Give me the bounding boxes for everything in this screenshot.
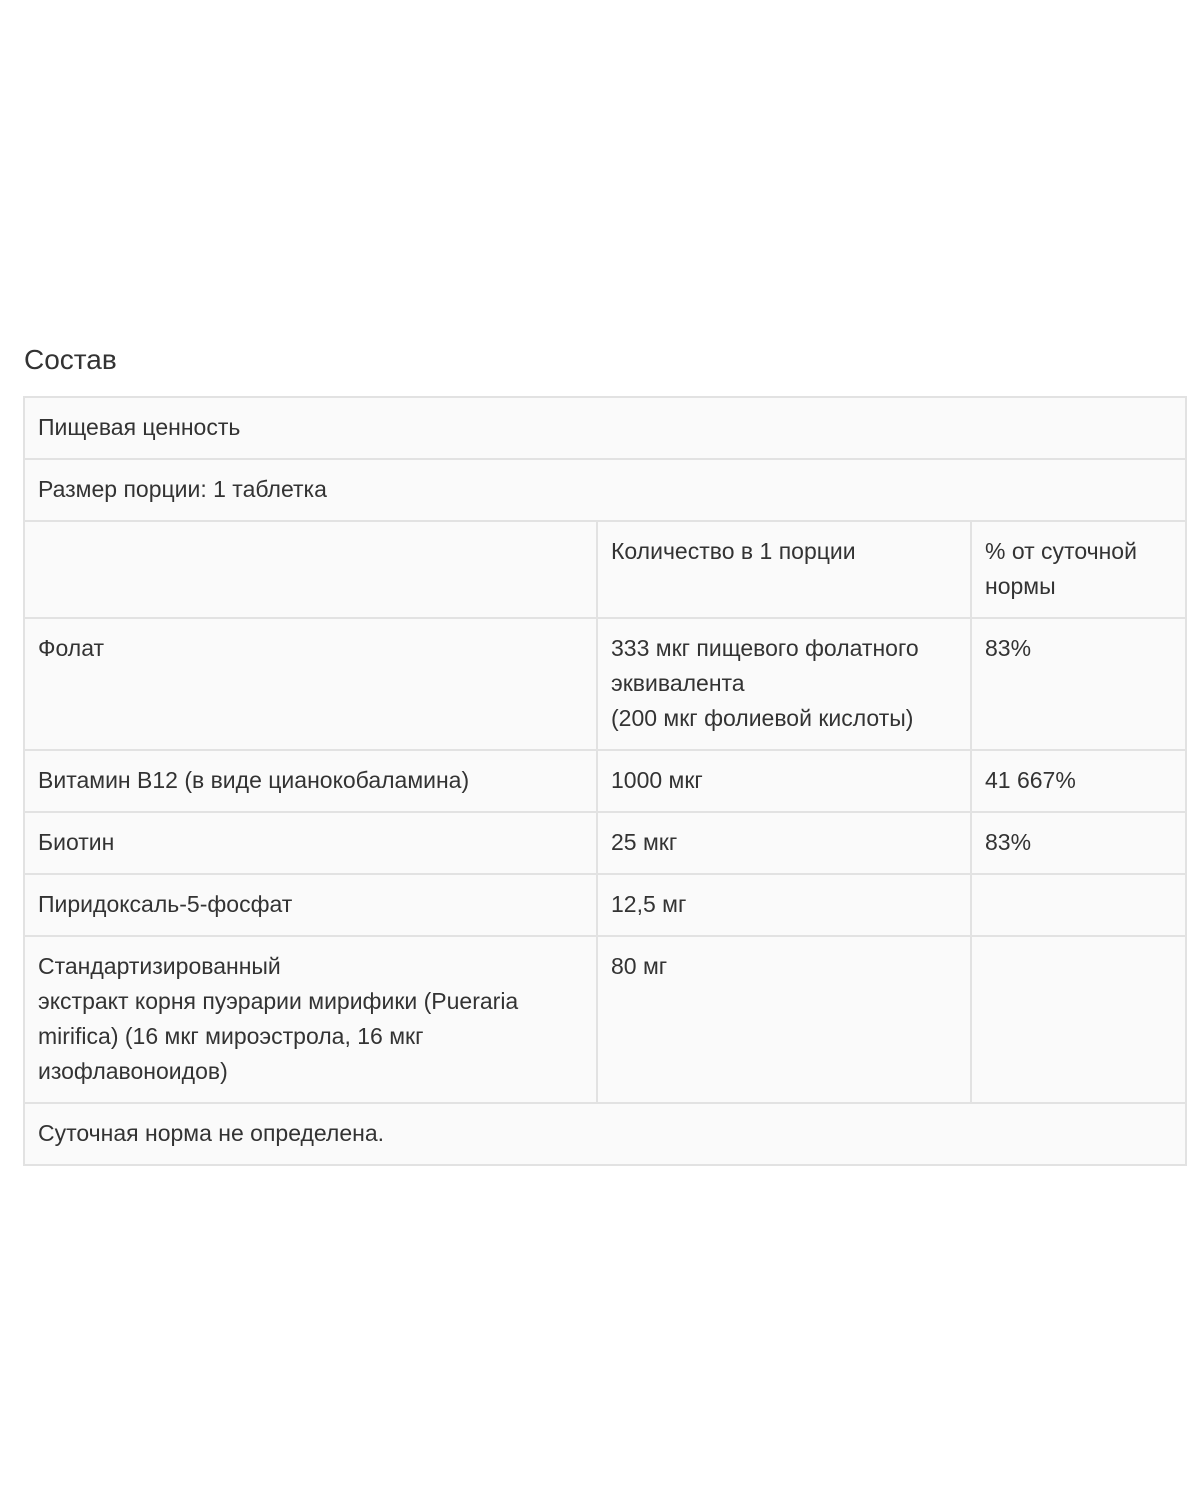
table-row (24, 812, 1186, 874)
serving-size: Размер порции: 1 таблетка (24, 459, 1186, 521)
composition-table (23, 396, 1187, 1166)
ingredient-daily-value: 83% (971, 812, 1186, 874)
ingredient-amount: 25 мкг (597, 812, 971, 874)
ingredient-daily-value: 83% (971, 618, 1186, 750)
ingredient-name: Биотин (24, 812, 597, 874)
nutrition-heading: Пищевая ценность (24, 397, 1186, 459)
ingredient-amount: 80 мг (597, 936, 971, 1103)
nutrition-heading-row (24, 397, 1186, 459)
footnote-row (24, 1103, 1186, 1165)
column-header-ingredient (24, 521, 597, 618)
serving-size-row (24, 459, 1186, 521)
ingredient-name: Витамин B12 (в виде цианокобаламина) (24, 750, 597, 812)
column-header-daily-value: % от суточной нормы (971, 521, 1186, 618)
ingredient-amount: 1000 мкг (597, 750, 971, 812)
ingredient-daily-value (971, 936, 1186, 1103)
table-row (24, 750, 1186, 812)
ingredient-amount: 12,5 мг (597, 874, 971, 936)
ingredient-name: Стандартизированный экстракт корня пуэрарии мирифики (Pueraria mirifica) (16 мкг мироэстрола, 16 мкг изофлавоноидов) (24, 936, 597, 1103)
column-header-amount: Количество в 1 порции (597, 521, 971, 618)
table-row (24, 936, 1186, 1103)
ingredient-daily-value (971, 874, 1186, 936)
table-header-row (24, 521, 1186, 618)
ingredient-amount: 333 мкг пищевого фолатного эквивалента (200 мкг фолиевой кислоты) (597, 618, 971, 750)
table-row (24, 618, 1186, 750)
footnote: Суточная норма не определена. (24, 1103, 1186, 1165)
ingredient-daily-value: 41 667% (971, 750, 1186, 812)
section-title: Состав (24, 344, 117, 375)
ingredient-name: Фолат (24, 618, 597, 750)
ingredient-name: Пиридоксаль-5-фосфат (24, 874, 597, 936)
table-row (24, 874, 1186, 936)
